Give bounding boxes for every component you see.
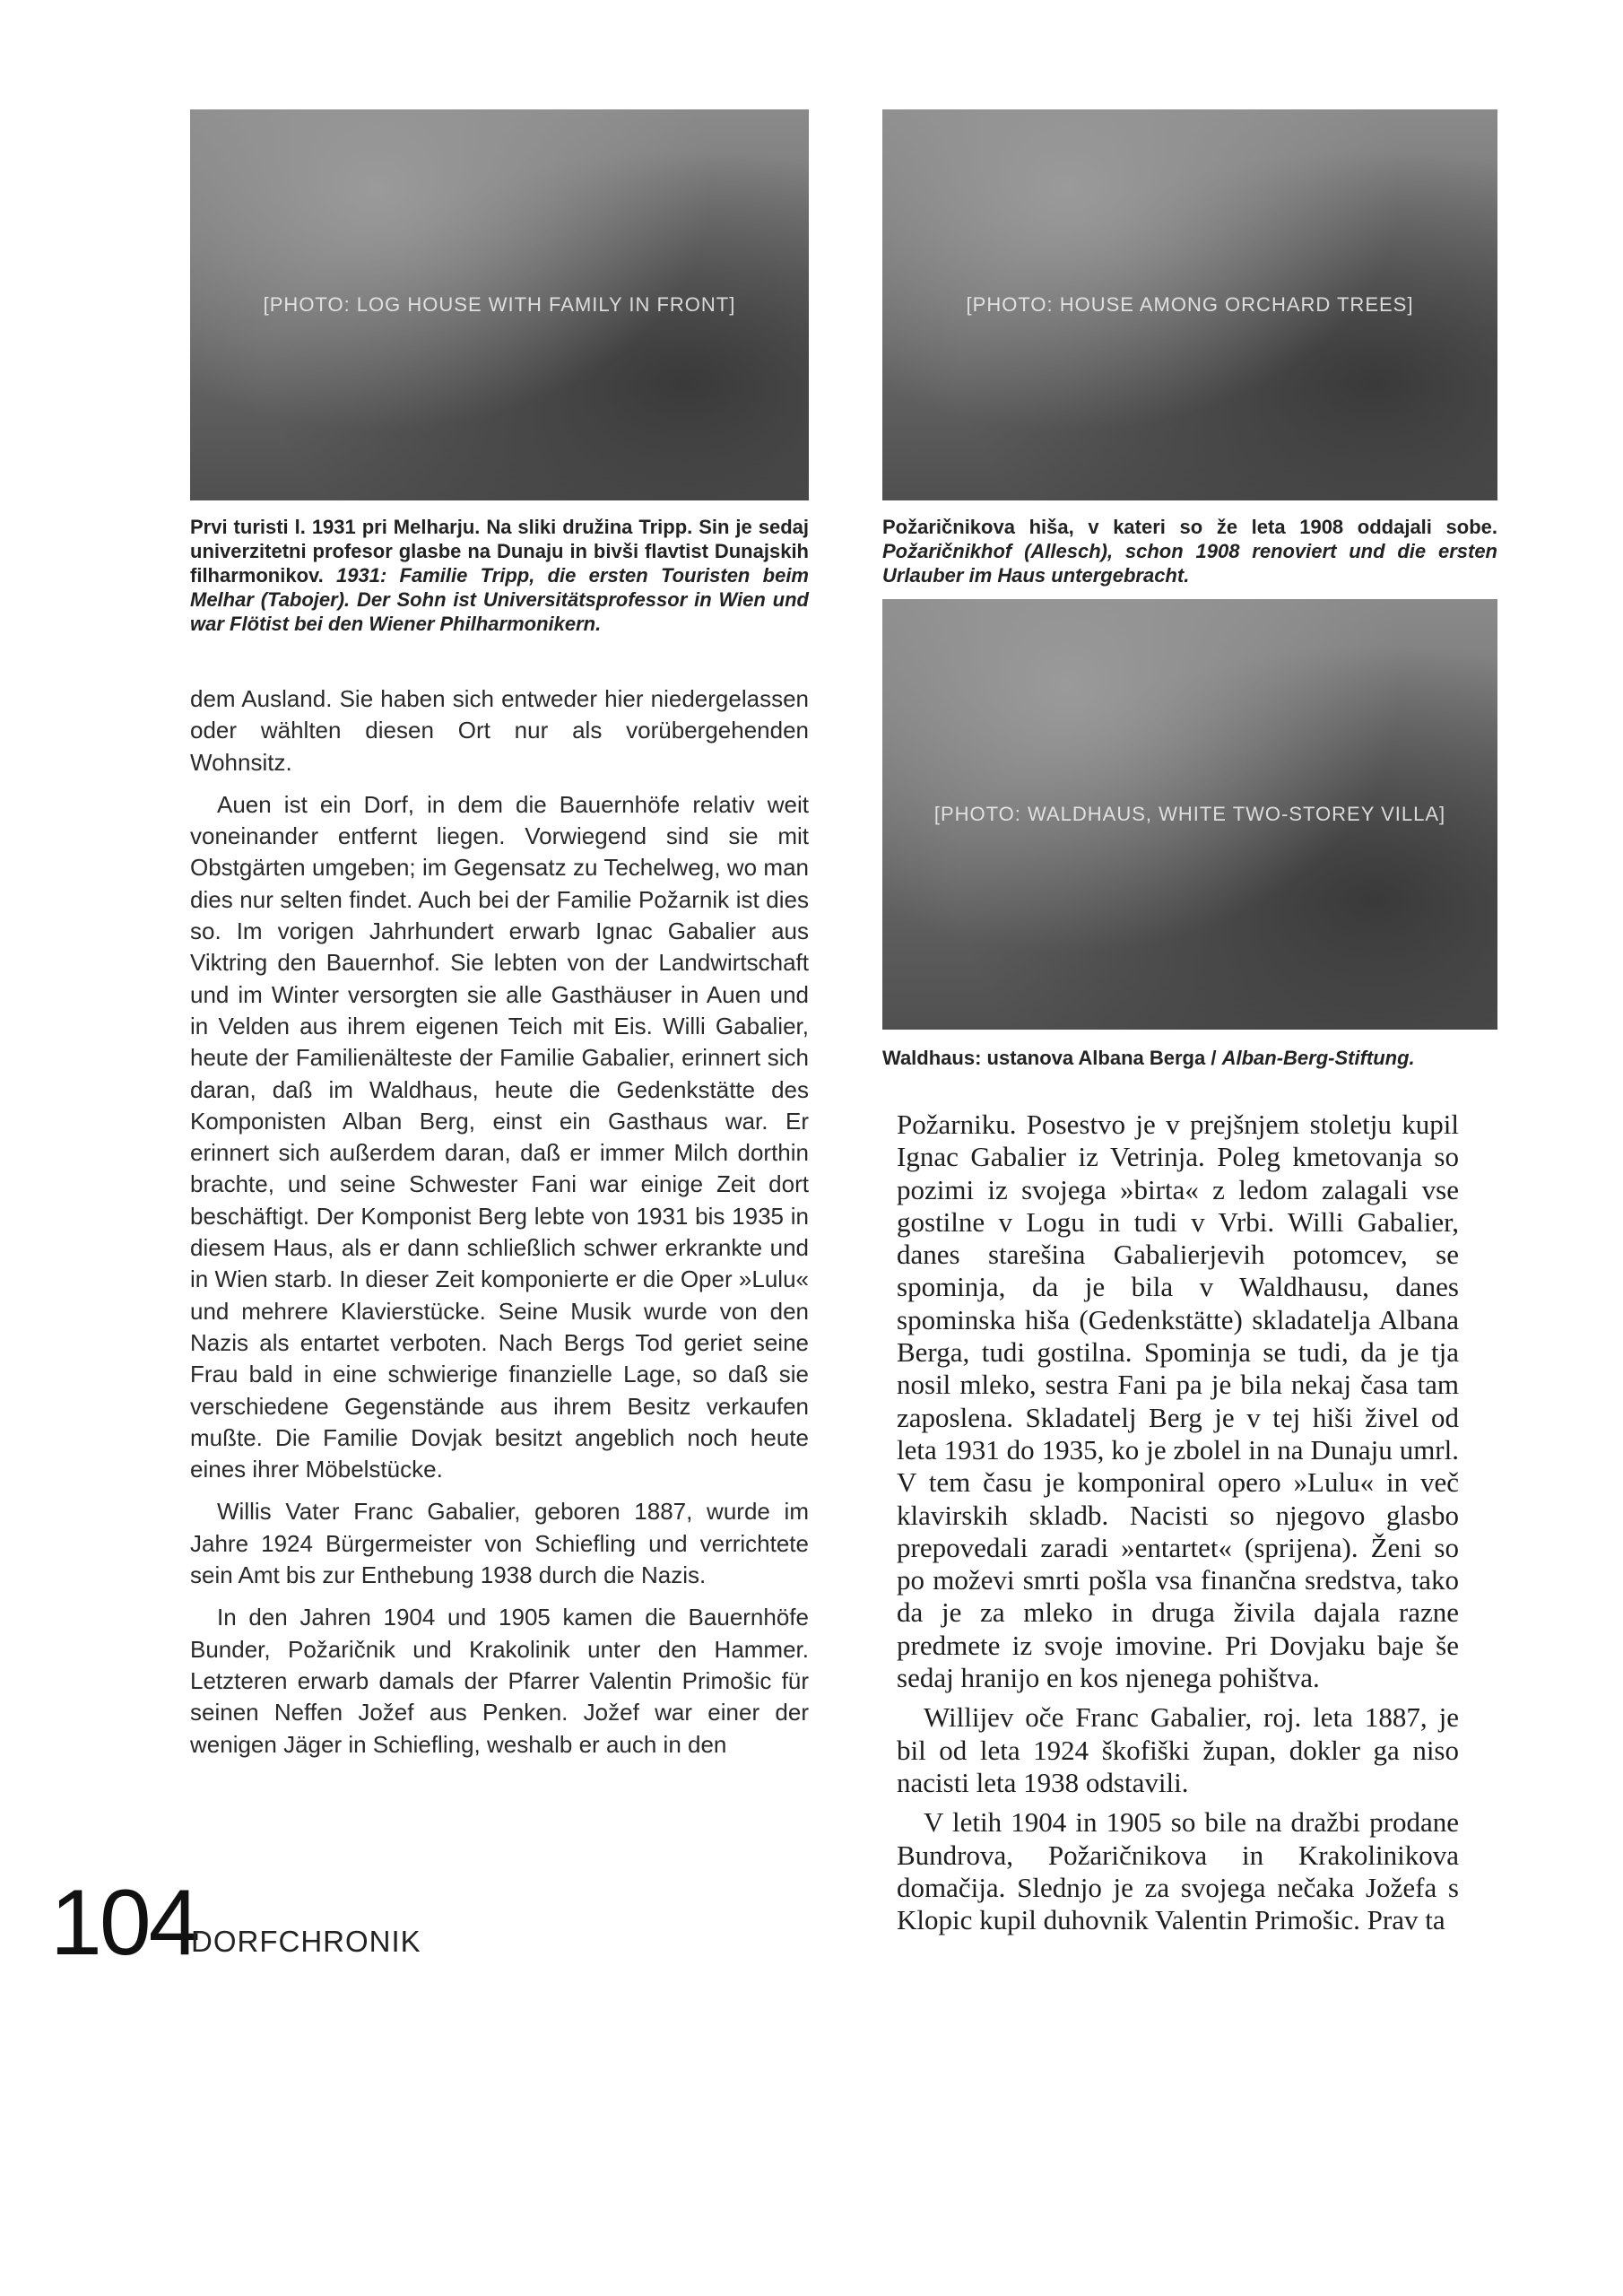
caption-slovene: Požaričnikova hiša, v kateri so že leta 1908 oddajali sobe. (882, 516, 1497, 538)
caption-pozaricnik-house (882, 515, 1497, 587)
caption-slovene: Waldhaus: ustanova Albana Berga / (882, 1047, 1217, 1069)
running-head: DORFCHRONIK (191, 1925, 421, 1958)
caption-log-house (190, 515, 809, 636)
slovene-article-column (897, 1109, 1459, 1944)
paragraph: Willis Vater Franc Gabalier, geboren 1887, wurde im Jahre 1924 Bürgermeister von Schiefling und verrichtete sein Amt bis zur Enthebung 1938 durch die Nazis. (190, 1498, 809, 1589)
caption-german: 1931: Familie Tripp, die ersten Touristen beim Melhar (Tabojer). Der Sohn ist Universitätsprofessor in Wien und war Flötist bei den Wiener Philharmonikern. (190, 564, 809, 635)
paragraph: Auen ist ein Dorf, in dem die Bauernhöfe relativ weit voneinander entfernt liegen. Vorwiegend sind sie mit Obstgärten umgeben; im Gegensatz zu Techelweg, wo man dies nur selten findet. Auch bei der Familie Požarnik ist dies so. Im vorigen Jahrhundert erwarb Ignac Gabalier aus Viktring den Bauernhof. Sie lebten von der Landwirtschaft und im Winter versorgten sie alle Gasthäuser in Auen und in Velden aus ihrem eigenen Teich mit Eis. Willi Gabalier, heute der Familienälteste der Familie Gabalier, erinnert sich daran, daß im Waldhaus, heute die Gedenkstätte des Komponisten Alban Berg, einst ein Gasthaus war. Er erinnert sich außerdem daran, daß er immer Milch dorthin brachte, und seine Schwester Fani war einige Zeit dort beschäftigt. Der Komponist Berg lebte von 1931 bis 1935 in diesem Haus, als er dann schließlich schwer erkrankte und in Wien starb. In dieser Zeit komponierte er die Oper »Lulu« und mehrere Klavierstücke. Seine Musik wurde von den Nazis als entartet verboten. Nach Bergs Tod geriet seine Frau bald in eine schwierige finanzielle Lage, so daß sie verschiedene Gegenstände aus ihrem Besitz verkaufen mußte. Die Familie Dovjak besitzt angeblich noch heute eines ihrer Möbelstücke. (190, 790, 809, 1483)
caption-german: Požaričnikhof (Allesch), schon 1908 renoviert und die ersten Urlauber im Haus untergebracht. (882, 540, 1497, 587)
paragraph: In den Jahren 1904 und 1905 kamen die Bauernhöfe Bunder, Požaričnik und Krakolinik unter den Hammer. Letzteren erwarb damals der Pfarrer Valentin Primošic für seinen Neffen Jožef aus Penken. Jožef war einer der wenigen Jäger in Schiefling, weshalb er auch in den (190, 1604, 809, 1758)
paragraph: Požarniku. Posestvo je v prejšnjem stoletju kupil Ignac Gabalier iz Vetrinja. Poleg kmetovanja so pozimi iz svojega »birta« z ledom zalagali vse gostilne v Logu in tudi v Vrbi. Willi Gabalier, danes starešina Gabalierjevih potomcev, se spominja, da je bila v Waldhausu, danes spominska hiša (Gedenkstätte) skladatelja Albana Berga, tudi gostilna. Spominja se tudi, da je tja nosil mleko, sestra Fani pa je bila nekaj časa tam zaposlena. Skladatelj Berg je v tej hiši živel od leta 1931 do 1935, ko je zbolel in na Dunaju umrl. V tem času je komponiral opero »Lulu« in več klavirskih skladb. Nacisti so njegovo glasbo prepovedali zaradi »entartet« (sprijena). Ženi so po moževi smrti pošla vsa finančna sredstva, tako da je za mleko in druga živila dajala razne predmete iz svoje imovine. Pri Dovjaku baje še sedaj hranijo en kos njenega pohištva. (897, 1109, 1459, 1694)
german-article-column (190, 683, 809, 1771)
photo-placeholder-label: [PHOTO: WALDHAUS, WHITE TWO-STOREY VILLA] (933, 803, 1446, 825)
page-number: 104 (50, 1871, 198, 1975)
photo-placeholder-label: [PHOTO: HOUSE AMONG ORCHARD TREES] (966, 293, 1414, 316)
paragraph: dem Ausland. Sie haben sich entweder hier niedergelassen oder wählten diesen Ort nur als vorübergehenden Wohnsitz. (190, 685, 809, 776)
photo-pozaricnik-house (882, 109, 1497, 500)
caption-slovene: Prvi turisti l. 1931 pri Melharju. Na sliki družina Tripp. Sin je sedaj univerzitetni profesor glasbe na Dunaju in bivši flavtist Dunajskih filharmonikov. (190, 516, 809, 587)
photo-log-house (190, 109, 809, 500)
photo-placeholder-label: [PHOTO: LOG HOUSE WITH FAMILY IN FRONT] (263, 293, 736, 316)
caption-german: Alban-Berg-Stiftung. (1221, 1047, 1415, 1069)
paragraph: V letih 1904 in 1905 so bile na dražbi prodane Bundrova, Požaričnikova in Krakolinikova domačija. Slednjo je za svojega nečaka Jožefa s Klopic kupil duhovnik Valentin Primošic. Prav ta (897, 1806, 1459, 1936)
photo-waldhaus (882, 599, 1497, 1030)
caption-waldhaus (882, 1046, 1497, 1070)
paragraph: Willijev oče Franc Gabalier, roj. leta 1887, je bil od leta 1924 škofiški župan, dokler ga niso nacisti leta 1938 odstavili. (897, 1701, 1459, 1798)
